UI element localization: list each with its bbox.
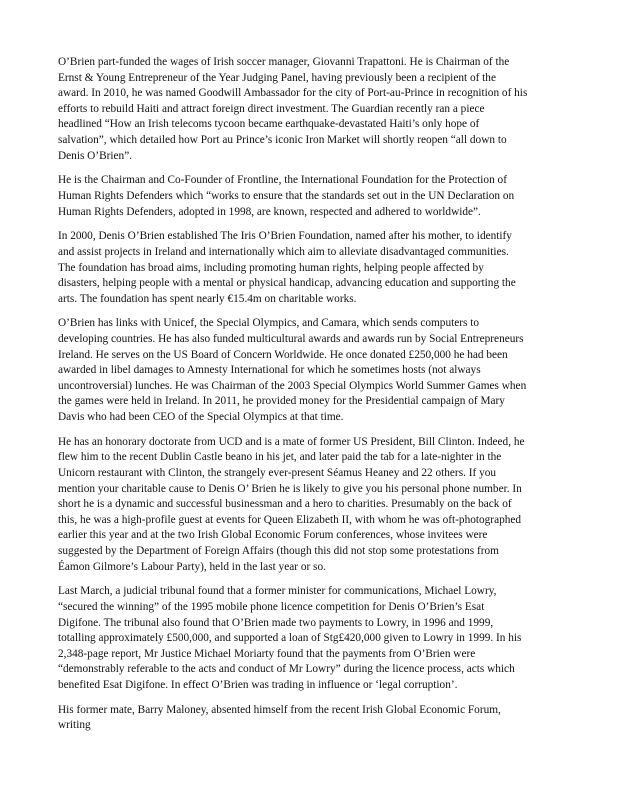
paragraph-3: [58, 229, 564, 307]
text-line: “demonstrably referable to the acts and conduct of Mr Lowry” during the licence process, acts which: [58, 663, 515, 676]
text-line: Davis who had been CEO of the Special Olympics at that time.: [58, 411, 344, 424]
text-line: O’Brien has links with Unicef, the Special Olympics, and Camara, which sends computers to: [58, 317, 480, 330]
text-line: suggested by the Department of Foreign Affairs (though this did not stop some protestations from: [58, 544, 499, 557]
text-line: 2,348-page report, Mr Justice Michael Moriarty found that the payments from O’Brien were: [58, 647, 476, 660]
text-line: and assist projects in Ireland and internationally which aim to alleviate disadvantaged communities.: [58, 245, 509, 258]
text-line: headlined “How an Irish telecoms tycoon became earthquake-devastated Haiti’s only hope of: [58, 118, 480, 131]
text-line: Ireland. He serves on the US Board of Concern Worldwide. He once donated £250,000 he had been: [58, 348, 508, 361]
text-line: developing countries. He has also funded multicultural awards and awards run by Social Entrepreneurs: [58, 333, 524, 346]
text-line: this, he was a high-profile guest at events for Queen Elizabeth II, with whom he was oft-photographed: [58, 513, 522, 526]
text-line: “secured the winning” of the 1995 mobile phone licence competition for Denis O’Brien’s Esat: [58, 600, 485, 613]
text-line: Denis O’Brien”.: [58, 149, 133, 162]
text-line: earlier this year and at the two Irish Global Economic Forum conferences, whose invitees were: [58, 529, 488, 542]
text-line: O’Brien part-funded the wages of Irish soccer manager, Giovanni Trapattoni. He is Chairman of the: [58, 56, 510, 68]
text-line: Human Rights Defenders which “works to ensure that the standards set out in the UN Declaration on: [58, 189, 515, 202]
text-line: He has an honorary doctorate from UCD and is a mate of former US President, Bill Clinton. Indeed, he: [58, 435, 525, 448]
text-line: salvation”, which detailed how Port au Prince’s iconic Iron Market will shortly reopen “all down to: [58, 133, 507, 146]
text-line: He is the Chairman and Co-Founder of Frontline, the International Foundation for the Protection of: [58, 174, 507, 187]
text-line: Last March, a judicial tribunal found that a former minister for communications, Michael Lowry,: [58, 585, 497, 598]
text-line: arts. The foundation has spent nearly €15.4m on charitable works.: [58, 292, 357, 305]
text-line: Éamon Gilmore’s Labour Party), held in the last year or so.: [58, 560, 326, 573]
text-line: His former mate, Barry Maloney, absented himself from the recent Irish Global Economic Forum,: [58, 703, 501, 716]
text-line: In 2000, Denis O’Brien established The Iris O’Brien Foundation, named after his mother, to identify: [58, 230, 512, 243]
paragraph-5: [58, 435, 564, 575]
text-line: Ernst & Young Entrepreneur of the Year Judging Panel, having previously been a recipient of the: [58, 71, 496, 84]
text-line: Digifone. The tribunal also found that O’Brien made two payments to Lowry, in 1996 and 1999,: [58, 616, 494, 629]
paragraph-2: [58, 173, 564, 220]
text-line: benefited Esat Digifone. In effect O’Brien was trading in influence or ‘legal corruption’.: [58, 678, 458, 691]
text-line: disasters, helping people with a mental or physical handicap, advancing education and supporting the: [58, 277, 516, 290]
text-line: Unicorn restaurant with Clinton, the strangely ever-present Séamus Heaney and 22 others. If you: [58, 467, 497, 479]
text-line: The foundation has broad aims, including promoting human rights, helping people affected by: [58, 261, 484, 274]
text-line: efforts to rebuild Haiti and attract foreign direct investment. The Guardian recently ran a piece: [58, 102, 485, 115]
text-line: flew him to the recent Dublin Castle beano in his jet, and later paid the tab for a late-nighter in the: [58, 451, 502, 464]
paragraph-1: [58, 55, 564, 164]
text-line: Human Rights Defenders, adopted in 1998, are known, respected and adhered to worldwide”.: [58, 205, 481, 218]
paragraph-7: [58, 703, 564, 734]
paragraph-6: [58, 584, 564, 693]
paragraph-4: [58, 316, 564, 425]
text-line: the games were held in Ireland. In 2011, he provided money for the Presidential campaign of Mary: [58, 395, 505, 408]
text-line: writing: [58, 719, 91, 732]
document-page: [58, 55, 564, 743]
text-line: mention your charitable cause to Denis O’ Brien he is likely to give you his personal phone number. In: [58, 482, 522, 495]
text-line: awarded in libel damages to Amnesty International for which he sometimes hosts (not always: [58, 364, 481, 377]
text-line: short he is a dynamic and successful businessman and a hero to charities. Presumably on the back of: [58, 498, 512, 511]
text-line: award. In 2010, he was named Goodwill Ambassador for the city of Port-au-Prince in recognition of his: [58, 87, 528, 100]
text-line: uncontroversial) lunches. He was Chairman of the 2003 Special Olympics World Summer Games when: [58, 379, 527, 392]
text-line: totalling approximately £500,000, and supported a loan of Stg£420,000 given to Lowry in 1999. In his: [58, 632, 522, 645]
